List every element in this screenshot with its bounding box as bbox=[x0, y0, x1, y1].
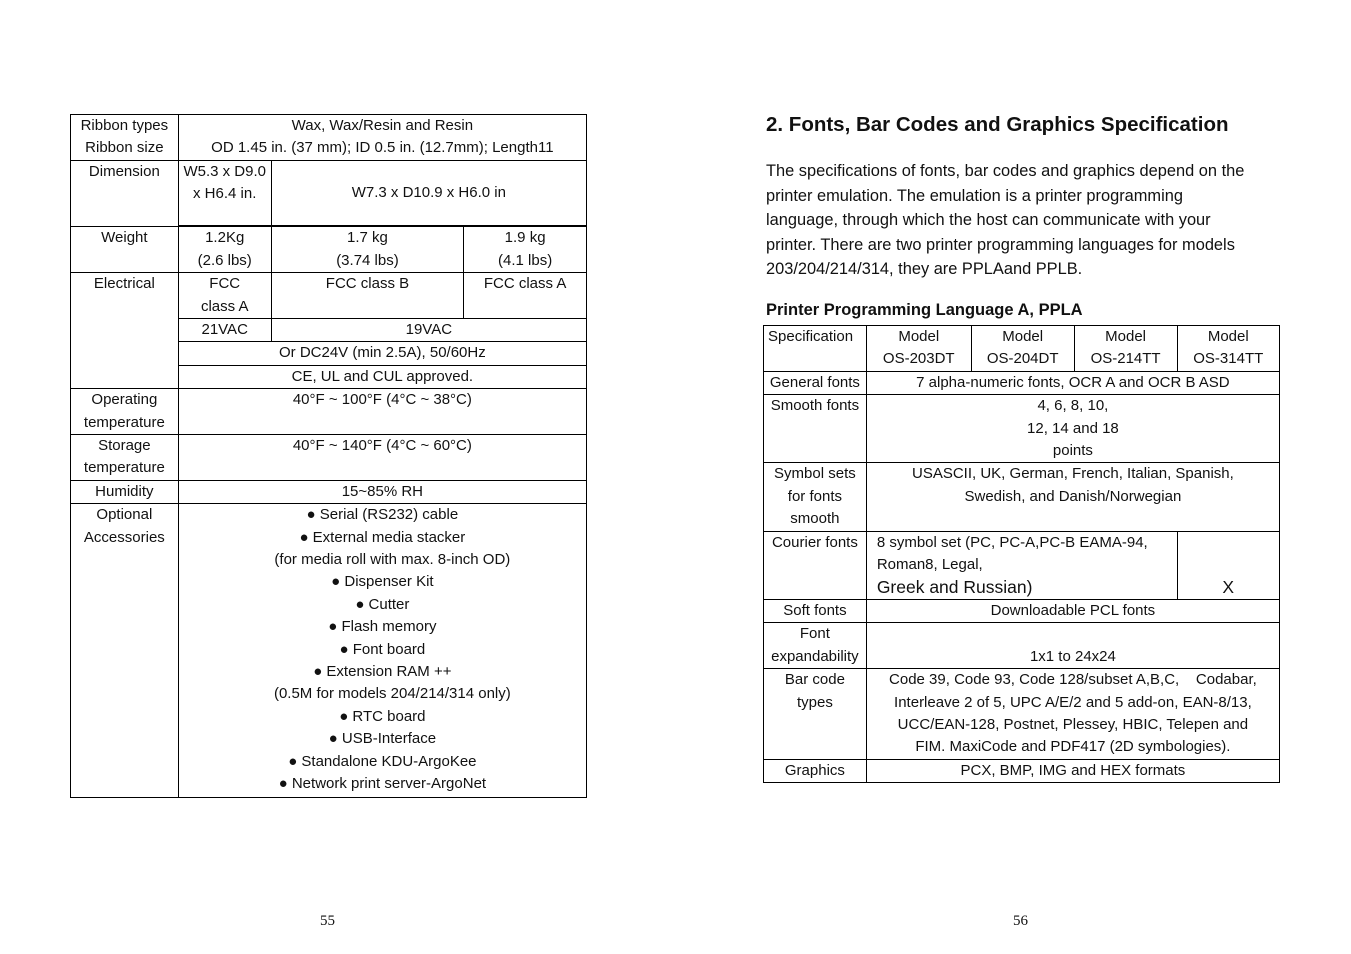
weight-2-lbs: (3.74 lbs) bbox=[336, 251, 399, 269]
ppla-spec-table bbox=[763, 325, 1280, 783]
dimension-small-line-2: x H6.4 in. bbox=[193, 185, 257, 203]
accessories-list bbox=[178, 504, 586, 798]
courier-fonts-label: Courier fonts bbox=[764, 531, 867, 599]
operating-row bbox=[71, 389, 587, 435]
symbol-sets-label-line: for fonts bbox=[787, 487, 842, 505]
dimension-label: Dimension bbox=[71, 160, 179, 226]
model-name: OS-314TT bbox=[1193, 350, 1264, 368]
humidity-value: 15~85% RH bbox=[178, 480, 586, 503]
weight-2-kg: 1.7 kg bbox=[347, 229, 388, 247]
printer-spec-table bbox=[70, 114, 587, 798]
paragraph-line: printer emulation. The emulation is a printer programming bbox=[766, 186, 1183, 205]
general-fonts-row bbox=[764, 371, 1280, 394]
accessories-label-line-1: Optional bbox=[96, 506, 153, 524]
smooth-fonts-value bbox=[866, 395, 1279, 463]
accessories-row bbox=[71, 504, 587, 798]
accessory-item: ● Extension RAM ++ bbox=[313, 663, 452, 681]
barcode-value bbox=[866, 669, 1279, 760]
storage-value: 40°F ~ 140°F (4°C ~ 60°C) bbox=[178, 434, 586, 480]
dimension-large-cell bbox=[271, 160, 586, 226]
accessory-item: ● Font board bbox=[339, 640, 426, 658]
storage-row bbox=[71, 434, 587, 480]
symbol-sets-value bbox=[866, 463, 1279, 531]
accessory-item: ● External media stacker bbox=[299, 528, 466, 546]
symbol-sets-line: Swedish, and Danish/Norwegian bbox=[964, 487, 1182, 505]
font-expandability-row bbox=[764, 623, 1280, 669]
weight-label: Weight bbox=[71, 226, 179, 272]
accessory-note: (for media roll with max. 8-inch OD) bbox=[274, 551, 511, 568]
model-cell-203 bbox=[866, 326, 971, 372]
left-page bbox=[0, 0, 675, 954]
paragraph-line: 203/204/214/314, they are PPLAand PPLB. bbox=[766, 260, 1083, 278]
smooth-fonts-line: 4, 6, 8, 10, bbox=[1037, 397, 1109, 415]
right-page bbox=[676, 0, 1351, 954]
operating-label-line-2: temperature bbox=[83, 413, 165, 431]
barcode-line: UCC/EAN-128, Postnet, Plessey, HBIC, Telepen and bbox=[897, 715, 1249, 733]
dimension-row bbox=[71, 160, 587, 226]
model-cell-214 bbox=[1074, 326, 1177, 372]
dc-value: Or DC24V (min 2.5A), 50/60Hz bbox=[178, 342, 586, 365]
smooth-fonts-line: points bbox=[1052, 442, 1093, 460]
storage-label bbox=[71, 434, 179, 480]
accessory-item: ● Flash memory bbox=[328, 618, 437, 636]
model-cell-314 bbox=[1177, 326, 1279, 372]
accessories-label bbox=[71, 504, 179, 798]
weight-3-lbs: (4.1 lbs) bbox=[498, 251, 553, 269]
symbol-sets-row bbox=[764, 463, 1280, 531]
smooth-fonts-line: 12, 14 and 18 bbox=[1027, 419, 1119, 437]
accessory-item: ● Standalone KDU-ArgoKee bbox=[288, 752, 477, 770]
ribbon-label-cell bbox=[71, 115, 179, 161]
humidity-row bbox=[71, 480, 587, 503]
operating-value: 40°F ~ 100°F (4°C ~ 38°C) bbox=[178, 389, 586, 435]
symbol-sets-label bbox=[764, 463, 867, 531]
vac-value-1: 21VAC bbox=[178, 318, 271, 341]
ribbon-size-value: OD 1.45 in. (37 mm); ID 0.5 in. (12.7mm); Length11 bbox=[211, 139, 554, 157]
weight-value-2 bbox=[271, 226, 464, 272]
model-name: OS-204DT bbox=[986, 350, 1059, 368]
weight-1-lbs: (2.6 lbs) bbox=[197, 251, 252, 269]
model-name: OS-214TT bbox=[1090, 350, 1161, 368]
courier-line-1: 8 symbol set (PC, PC-A,PC-B EAMA-94, bbox=[876, 533, 1148, 551]
symbol-sets-line: USASCII, UK, German, French, Italian, Spanish, bbox=[912, 465, 1234, 483]
ribbon-size-label: Ribbon size bbox=[85, 139, 164, 157]
ribbon-row bbox=[71, 115, 587, 161]
paragraph-line: printer. There are two printer programming languages for models bbox=[766, 235, 1235, 254]
vac-value-2: 19VAC bbox=[271, 318, 586, 341]
courier-line-2a: Roman8, Legal, bbox=[876, 556, 983, 574]
fcc-value-2: FCC class B bbox=[271, 273, 464, 319]
barcode-line: FIM. MaxiCode and PDF417 (2D symbologies). bbox=[915, 738, 1231, 756]
barcode-label-line: Bar code bbox=[784, 671, 845, 689]
storage-label-line-2: temperature bbox=[83, 459, 165, 477]
courier-line-2b: Greek and Russian) bbox=[876, 577, 1033, 598]
barcode-label bbox=[764, 669, 867, 760]
barcode-label-line: types bbox=[796, 693, 833, 711]
barcode-row bbox=[764, 669, 1280, 760]
electrical-label: Electrical bbox=[71, 273, 179, 389]
accessories-label-line-2: Accessories bbox=[83, 528, 165, 546]
ribbon-types-value: Wax, Wax/Resin and Resin bbox=[291, 117, 474, 134]
fcc-value-1 bbox=[178, 273, 271, 319]
operating-label-line-1: Operating bbox=[91, 391, 158, 409]
courier-fonts-value bbox=[866, 531, 1177, 599]
courier-line-2 bbox=[877, 554, 1176, 599]
fcc-1-line-1: FCC bbox=[209, 275, 241, 293]
page-number: 56 bbox=[1013, 913, 1028, 929]
weight-3-kg: 1.9 kg bbox=[504, 229, 546, 247]
barcode-line: Code 39, Code 93, Code 128/subset A,B,C, Codabar, bbox=[889, 671, 1257, 689]
accessory-item: ● Network print server-ArgoNet bbox=[278, 775, 487, 793]
section-heading: 2. Fonts, Bar Codes and Graphics Specification bbox=[766, 113, 1229, 136]
electrical-fcc-row bbox=[71, 273, 587, 319]
symbol-sets-label-line: Symbol sets bbox=[774, 465, 856, 483]
ribbon-types-label: Ribbon types bbox=[80, 117, 169, 134]
dimension-small-cell bbox=[178, 160, 271, 226]
smooth-fonts-row bbox=[764, 395, 1280, 463]
weight-value-1 bbox=[178, 226, 271, 272]
model-label: Model bbox=[898, 328, 940, 345]
font-expandability-label bbox=[764, 623, 867, 669]
accessory-item: ● RTC board bbox=[339, 707, 426, 725]
font-exp-label-line: expandability bbox=[771, 647, 859, 665]
accessory-note: (0.5M for models 204/214/314 only) bbox=[273, 685, 511, 703]
model-cell-204 bbox=[971, 326, 1074, 372]
models-row bbox=[764, 326, 1280, 372]
font-exp-label-line: Font bbox=[799, 625, 830, 643]
dimension-large-value: W7.3 x D10.9 x H6.0 in bbox=[351, 183, 506, 201]
ribbon-value-cell bbox=[178, 115, 586, 161]
paragraph-line: The specifications of fonts, bar codes and graphics depend on the bbox=[766, 162, 1245, 180]
graphics-value: PCX, BMP, IMG and HEX formats bbox=[866, 759, 1279, 782]
graphics-row bbox=[764, 759, 1280, 782]
smooth-fonts-label: Smooth fonts bbox=[764, 395, 867, 463]
paragraph-line: language, through which the host can communicate with your bbox=[766, 211, 1211, 229]
fcc-value-3: FCC class A bbox=[464, 273, 587, 319]
accessory-item: ● USB-Interface bbox=[328, 730, 437, 748]
barcode-line: Interleave 2 of 5, UPC A/E/2 and 5 add-on, EAN-8/13, bbox=[894, 693, 1252, 711]
specification-label: Specification bbox=[764, 326, 867, 372]
accessory-item: ● Cutter bbox=[355, 595, 410, 613]
dimension-small-line-1: W5.3 x D9.0 bbox=[183, 162, 266, 180]
accessory-item: ● Dispenser Kit bbox=[331, 573, 434, 591]
courier-fonts-row bbox=[764, 531, 1280, 599]
storage-label-line-1: Storage bbox=[98, 436, 151, 454]
symbol-sets-label-line: smooth bbox=[790, 510, 840, 528]
model-label: Model bbox=[1105, 328, 1146, 345]
soft-fonts-label: Soft fonts bbox=[764, 599, 867, 622]
fcc-1-line-2: class A bbox=[200, 297, 249, 315]
model-label: Model bbox=[1002, 328, 1044, 345]
table-subheading: Printer Programming Language A, PPLA bbox=[766, 301, 1083, 319]
general-fonts-label: General fonts bbox=[764, 371, 867, 394]
page-number: 55 bbox=[320, 913, 335, 929]
soft-fonts-value: Downloadable PCL fonts bbox=[866, 599, 1279, 622]
weight-row bbox=[71, 226, 587, 272]
approval-value: CE, UL and CUL approved. bbox=[178, 365, 586, 388]
font-expandability-value: 1x1 to 24x24 bbox=[866, 623, 1279, 669]
operating-label bbox=[71, 389, 179, 435]
courier-x-cell: X bbox=[1177, 531, 1279, 599]
humidity-label: Humidity bbox=[71, 480, 179, 503]
model-name: OS-203DT bbox=[882, 350, 955, 368]
accessory-item: ● Serial (RS232) cable bbox=[306, 506, 459, 524]
intro-paragraph bbox=[766, 159, 1286, 282]
weight-value-3 bbox=[464, 226, 587, 272]
graphics-label: Graphics bbox=[764, 759, 867, 782]
weight-1-kg: 1.2Kg bbox=[205, 229, 245, 247]
general-fonts-value: 7 alpha-numeric fonts, OCR A and OCR B ASD bbox=[866, 371, 1279, 394]
model-label: Model bbox=[1207, 328, 1249, 345]
soft-fonts-row bbox=[764, 599, 1280, 622]
